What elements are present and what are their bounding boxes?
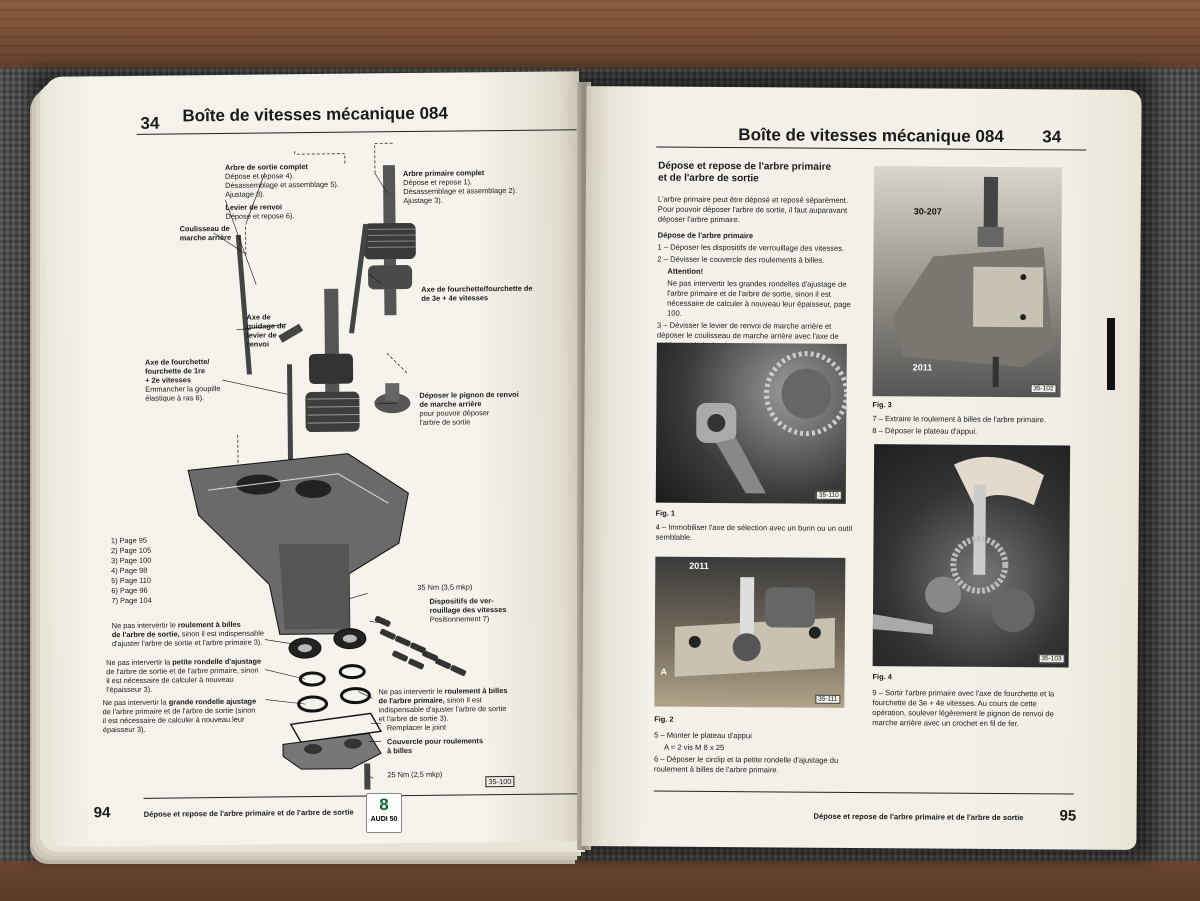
fig-4-code: 35-103 [1038, 654, 1064, 663]
left-header-number: 34 [140, 113, 160, 133]
fig-1-caption: Fig. 1 [655, 508, 676, 518]
label-line: guidage de [246, 321, 286, 331]
page-references [111, 536, 152, 606]
step-3: 3 – Dévisser le levier de renvoi de marche arrière et déposer le coulisseau de marche arrière avec l'axe de [656, 320, 839, 341]
fig-3-label-bottom: 2011 [912, 362, 933, 373]
label-torque-35 [417, 582, 472, 592]
step-1: 1 – Déposer les dispositifs de verrouillage des vitesses. [657, 242, 845, 253]
label-reverse-gear [419, 390, 519, 427]
label-line: Axe de [246, 312, 271, 322]
label-line: 25 Nm (2,5 mkp) [387, 769, 443, 780]
label-line: Positionnement 7) [429, 614, 490, 624]
label-line: levier de [246, 330, 277, 340]
label-line: à billes [387, 746, 413, 756]
badge-model: AUDI 50 [370, 816, 398, 823]
label-line: et l'arbre de sortie 3). [378, 713, 449, 724]
label-line: 35 Nm (3,5 mkp) [417, 582, 473, 592]
label-line: Emmancher la goupille [145, 383, 221, 394]
label-gear-locks [429, 596, 506, 624]
label-torque-25 [387, 770, 442, 780]
label-line: de l'arbre primaire, sinon il est [378, 695, 482, 706]
page-edge-tab [1107, 318, 1115, 390]
label-line: Ne pas intervertir la grande rondelle ajustage [102, 696, 257, 708]
right-footer-number: 95 [1059, 807, 1077, 825]
label-reverse-lever [225, 202, 294, 221]
label-line: épaisseur 3). [102, 724, 146, 735]
label-line: Arbre de sortie complet [224, 162, 308, 172]
fig-4-caption: Fig. 4 [872, 672, 892, 682]
section-title [658, 161, 831, 186]
left-page [44, 71, 587, 847]
label-line: de l'arbre de sortie, sinon il est indispensable [111, 628, 264, 640]
page-ref: 1) Page 95 [110, 535, 148, 546]
right-header-rule [656, 147, 1086, 151]
label-line: Dépose et repose 1). [403, 177, 473, 188]
right-footer-rule [654, 791, 1074, 795]
label-line: l'arbre de sortie [419, 417, 471, 427]
fig-2-caption: Fig. 2 [654, 714, 674, 724]
fig-2-label-top: 2011 [689, 560, 709, 571]
label-line: Ne pas intervertir le roulement à billes [378, 686, 508, 697]
fig-1-code: 35-110 [816, 491, 842, 500]
page-ref: 7) Page 104 [111, 595, 152, 606]
left-footer-number: 94 [93, 804, 111, 822]
right-header-title: Boîte de vitesses mécanique 084 [738, 125, 1004, 146]
label-line: Ne pas intervertir le roulement à billes [111, 619, 241, 631]
label-reverse-slide [180, 224, 232, 243]
label-line: Dispositifs de ver- [429, 596, 494, 606]
label-line: de 3e + 4e vitesses [421, 293, 489, 303]
label-line: Désassemblage et assemblage 2). [403, 185, 518, 197]
step-8: 8 – Déposer le plateau d'appui. [872, 426, 978, 436]
label-line: Ajustage 3). [403, 195, 443, 206]
model-badge [366, 793, 402, 833]
step-6: 6 – Déposer le circlip et la petite rondelle d'ajustage du roulement à billes de l'arbre primaire. [653, 754, 839, 775]
label-input-bearing [378, 686, 507, 723]
fig-3-photo [873, 166, 1063, 397]
label-line: il est nécessaire de calculer à nouveau [106, 674, 234, 686]
step-2: 2 – Dévisser le couvercle des roulements à billes. [657, 254, 825, 265]
label-line: Désassemblage et assemblage 5). [225, 179, 339, 190]
right-page [581, 86, 1141, 850]
label-fork-3-4 [421, 284, 532, 303]
fig-4-photo [873, 444, 1071, 667]
label-line: Levier de renvoi [225, 202, 283, 212]
wooden-table-bottom [0, 861, 1200, 901]
label-bearing-cover [387, 736, 483, 755]
label-line: Axe de fourchette/fourchette de [421, 283, 533, 294]
output-shaft-drawing [304, 289, 359, 433]
label-line: Dépose et repose 4). [224, 171, 295, 181]
fig-3-caption: Fig. 3 [872, 400, 892, 410]
attention-heading: Attention! [667, 266, 704, 276]
page-ref: 4) Page 98 [111, 565, 148, 576]
instructions-column-1-bottom [654, 731, 854, 778]
label-line: Axe de fourchette/ [144, 357, 210, 367]
fig-2-photo [654, 557, 845, 708]
bearings-and-washers [282, 628, 382, 790]
label-line: fourchette de 1re [145, 366, 206, 376]
section-title-line-2: et de l'arbre de sortie [657, 172, 759, 185]
label-line: d'ajuster l'arbre de sortie et l'arbre primaire 3). [111, 637, 263, 649]
fig-3-label-top: 30-207 [913, 206, 942, 217]
instructions-column-1 [657, 195, 858, 354]
diagram-code: 35-100 [485, 776, 514, 787]
left-header-title: Boîte de vitesses mécanique 084 [182, 103, 449, 126]
label-line: Ajustage 3). [225, 189, 265, 199]
label-replace-seal [387, 723, 446, 733]
page-ref: 2) Page 105 [110, 545, 152, 556]
subhead: Dépose de l'arbre primaire [657, 230, 754, 241]
label-line: élastique à ras 6). [145, 393, 205, 403]
step-7: 7 – Extraire le roulement à billes de l'arbre primaire. [872, 414, 1047, 425]
label-small-washer [106, 657, 261, 695]
page-ref: 6) Page 96 [111, 585, 148, 596]
label-line: Ne pas intervertir la petite rondelle d'ajustage [106, 656, 262, 668]
step-9: 9 – Sortir l'arbre primaire avec l'axe de fourchette et la fourchette de 3e + 4e vitesses. Au cours de cette opération, soulever légèrement le pignon de renvoi de marche arrière avec un crochet en fil de fer. [872, 688, 1055, 729]
step-4: 4 – Immobiliser l'axe de sélection avec un burin ou un outil semblable. [655, 522, 853, 542]
right-footer-text: Dépose et repose de l'arbre primaire et de l'arbre de sortie [813, 811, 1024, 823]
step-5-detail: A = 2 vis M 8 x 25 [664, 742, 725, 753]
label-line: Arbre primaire complet [402, 168, 485, 179]
label-output-shaft [225, 162, 339, 199]
left-footer-text: Dépose et repose de l'arbre primaire et de l'arbre de sortie [143, 807, 354, 819]
label-line: rouillage des vitesses [429, 605, 507, 615]
label-line: l'épaisseur 3). [106, 684, 153, 695]
fig-3-code: 35-102 [1030, 384, 1056, 393]
label-line: Déposer le pignon de renvoi [419, 389, 519, 400]
step-5: 5 – Monter le plateau d'appui [654, 730, 752, 741]
label-line: renvoi [246, 339, 270, 349]
label-line: Coulisseau de [179, 223, 230, 234]
gear-locking-pins [374, 614, 467, 677]
fig-1-photo [656, 343, 847, 504]
page-ref: 3) Page 100 [111, 555, 152, 566]
label-line: Dépose et repose 6). [225, 211, 295, 221]
label-line: de marche arrière [419, 399, 482, 409]
label-line: Remplacer le joint [386, 722, 447, 733]
label-input-shaft [403, 168, 517, 205]
fig-2-code: 35-111 [815, 695, 840, 704]
label-lever-guide-axis [246, 312, 285, 348]
attention-text: Ne pas intervertir les grandes rondelles d'ajustage de l'arbre primaire et de l'arbre de sortie, sinon il est nécessaire de calculer à nouveau leur épaisseur, page 100. [667, 278, 851, 318]
label-line: indispensable d'ajuster l'arbre de sortie [378, 704, 507, 715]
fig-2-label-a: A [660, 666, 668, 677]
label-line: + 2e vitesses [145, 375, 192, 385]
housing-drawing [188, 453, 410, 635]
page-ref: 5) Page 110 [111, 575, 152, 586]
badge-number: 8 [379, 795, 389, 814]
label-output-bearing [112, 620, 264, 649]
label-fork-1-2 [145, 357, 221, 403]
label-line: pour pouvoir déposer [419, 408, 490, 418]
label-line: il est nécessaire de calculer à nouveau leur [102, 714, 245, 726]
instructions-column-2 [872, 414, 1068, 439]
label-line: marche arrière [179, 232, 232, 243]
intro-text: L'arbre primaire peut être déposé et reposé séparément. Pour pouvoir déposer l'arbre de sortie, il faut auparavant déposer l'arbre primaire. [657, 194, 849, 225]
label-line: de l'arbre de sortie et de l'arbre primaire, sinon [106, 665, 259, 677]
section-title-line-1: Dépose et repose de l'arbre primaire [658, 160, 832, 173]
label-line: de l'arbre primaire et de l'arbre de sortie (sinon [102, 705, 256, 717]
right-header-number: 34 [1042, 127, 1062, 147]
label-line: Couvercle pour roulements [386, 736, 484, 747]
label-large-washer [102, 697, 256, 735]
